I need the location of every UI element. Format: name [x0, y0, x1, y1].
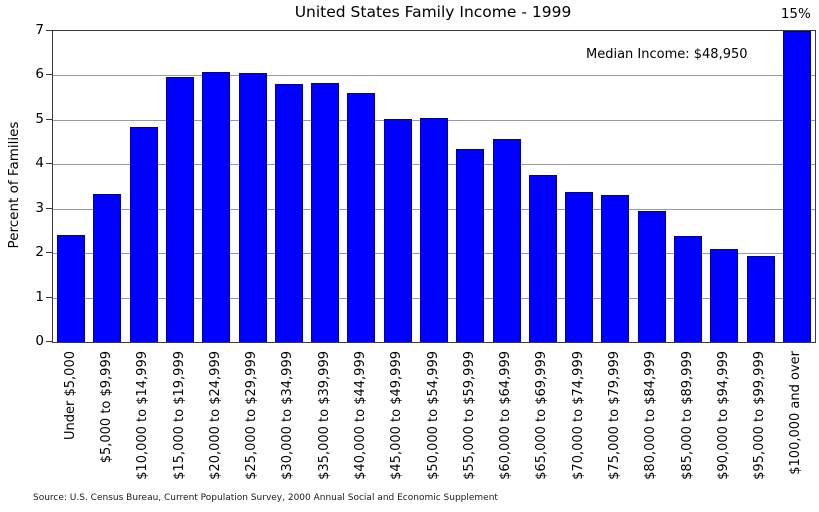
bar	[166, 77, 194, 342]
bar	[347, 93, 375, 342]
y-tick-mark	[46, 119, 52, 120]
clipped-bar-value-label: 15%	[780, 6, 811, 22]
y-tick-mark	[46, 30, 52, 31]
source-note: Source: U.S. Census Bureau, Current Population Survey, 2000 Annual Social and Economic Supplement	[33, 493, 498, 503]
chart-canvas: United States Family Income - 1999 15% Median Income: $48,950 Percent of Families 0 1 2 3 4 5 6 7 Source: U.S. Census Bureau, Current Population Survey, 2000 Annual Social and Economic Supplement Under $5,000 $5,000 to $9,999 $10,000 to $14,999 $15,000 to $19,999 $20,000 to $24,999 $25,000 to $29,999 $30,000 to $34,999 $35,000 to $39,999 $40,000 to $44,999 $45,000 to $49,999 $50,000 to $54,999 $55,000 to $59,999 $60,000 to $64,999 $65,000 to $69,999 $70,000 to $74,999 $75,000 to $79,999 $80,000 to $84,999 $85,000 to $89,999 $90,000 to $94,999 $95,000 to $99,999 $100,000 and over	[0, 0, 819, 512]
median-income-annotation: Median Income: $48,950	[586, 47, 748, 62]
bar	[493, 139, 521, 342]
y-tick-mark	[46, 163, 52, 164]
bar	[529, 175, 557, 342]
y-tick-mark	[46, 341, 52, 342]
bar	[674, 236, 702, 342]
bar	[601, 195, 629, 342]
bar	[384, 119, 412, 342]
y-tick-label: 4	[35, 155, 44, 172]
bar	[747, 256, 775, 342]
bar	[565, 192, 593, 342]
y-tick-label: 6	[35, 66, 44, 83]
bar	[638, 211, 666, 343]
bar	[311, 83, 339, 342]
chart-title: United States Family Income - 1999	[294, 3, 572, 21]
bar	[202, 72, 230, 342]
y-tick-label: 3	[35, 199, 44, 216]
y-tick-mark	[46, 208, 52, 209]
bar	[275, 84, 303, 342]
bar	[93, 194, 121, 342]
y-axis-label: Percent of Families	[6, 121, 22, 249]
bar	[239, 73, 267, 342]
bar	[710, 249, 738, 342]
y-tick-mark	[46, 297, 52, 298]
y-tick-label: 5	[35, 110, 44, 127]
y-tick-label: 2	[35, 244, 44, 261]
y-tick-label: 7	[35, 22, 44, 38]
plot-area	[52, 30, 816, 343]
y-tick-mark	[46, 74, 52, 75]
y-tick-mark	[46, 252, 52, 253]
bar	[130, 127, 158, 342]
bar	[57, 235, 85, 342]
bar	[783, 31, 811, 342]
bar	[456, 149, 484, 342]
y-tick-label: 1	[35, 288, 44, 305]
bar	[420, 118, 448, 342]
y-tick-label: 0	[35, 333, 44, 349]
